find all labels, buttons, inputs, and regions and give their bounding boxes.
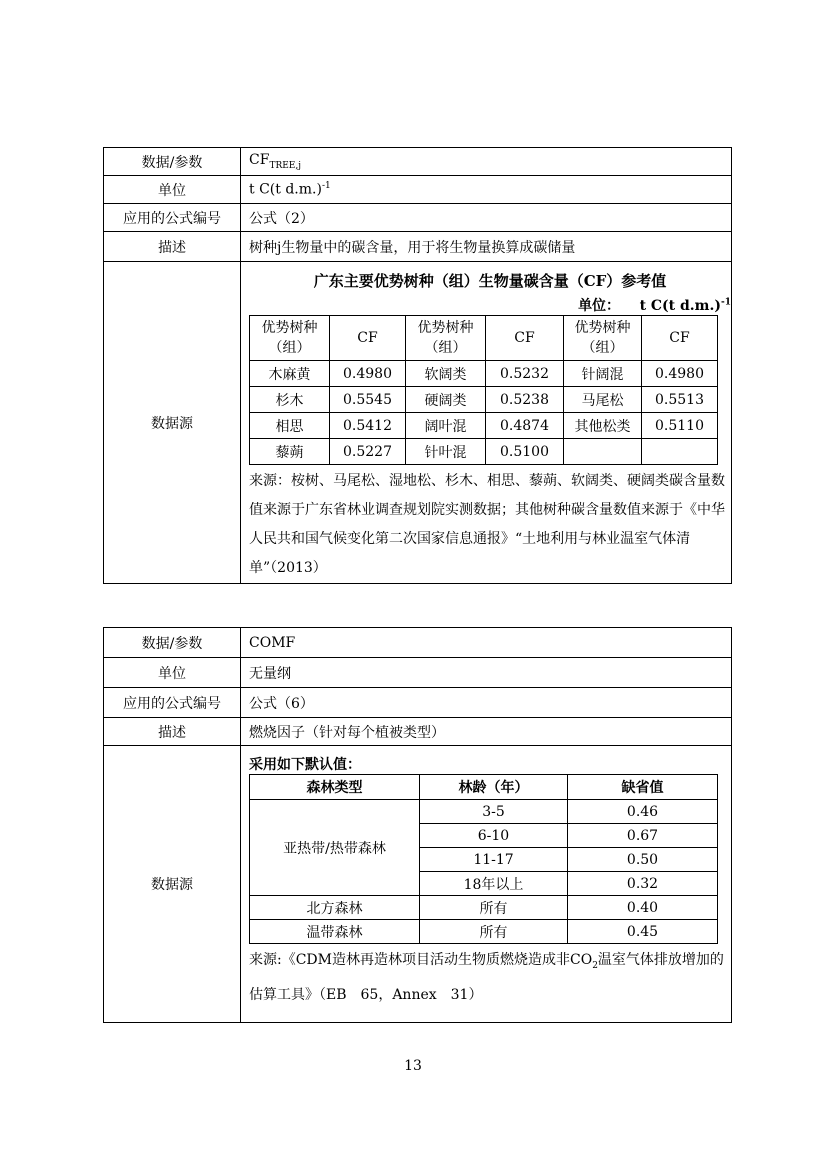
formula-value: 公式（2） (241, 204, 732, 232)
cell: 0.67 (568, 824, 718, 848)
cell: 0.4980 (330, 361, 406, 387)
cell: 0.46 (568, 800, 718, 824)
table-row (250, 920, 718, 944)
header-forest-type: 森林类型 (250, 775, 420, 800)
cell: 所有 (420, 920, 568, 944)
cell: 温带森林 (250, 920, 420, 944)
cell: 针阔混 (564, 361, 642, 387)
cell: 0.5227 (330, 439, 406, 465)
cell (564, 439, 642, 465)
header-cf: CF (486, 316, 564, 361)
comf-default-table (249, 774, 718, 944)
page-number: 13 (404, 1058, 422, 1074)
cell: 0.5110 (642, 413, 718, 439)
cell: 0.32 (568, 872, 718, 896)
cell: 0.40 (568, 896, 718, 920)
cell: 0.4874 (486, 413, 564, 439)
cell: 0.5545 (330, 387, 406, 413)
table-row (250, 361, 718, 387)
cell (642, 439, 718, 465)
cell: 11-17 (420, 848, 568, 872)
table-row (250, 439, 718, 465)
cell: 0.4980 (642, 361, 718, 387)
unit-value: 无量纲 (241, 658, 732, 688)
cell: 所有 (420, 896, 568, 920)
source-cell (241, 746, 732, 1023)
header-species: 优势树种（组） (564, 316, 642, 361)
description-label: 描述 (104, 232, 241, 262)
table-row (250, 800, 718, 824)
table-row (250, 387, 718, 413)
cell: 相思 (250, 413, 330, 439)
cell: 木麻黄 (250, 361, 330, 387)
cell: 软阔类 (406, 361, 486, 387)
table-row (250, 413, 718, 439)
header-default-value: 缺省值 (568, 775, 718, 800)
param-label: 数据/参数 (104, 628, 241, 658)
source-label: 数据源 (104, 262, 241, 584)
cell: 6-10 (420, 824, 568, 848)
cell: 18年以上 (420, 872, 568, 896)
param-label: 数据/参数 (104, 148, 241, 176)
cell: 其他松类 (564, 413, 642, 439)
comf-parameter-table (103, 627, 732, 1023)
cell: 3-5 (420, 800, 568, 824)
cell: 马尾松 (564, 387, 642, 413)
cell: 0.5513 (642, 387, 718, 413)
cf-parameter-table (103, 147, 732, 584)
source-label: 数据源 (104, 746, 241, 1023)
cf-reference-table (249, 315, 718, 465)
unit-label: 单位 (104, 176, 241, 204)
cell: 0.5238 (486, 387, 564, 413)
cell: 针叶混 (406, 439, 486, 465)
unit-value: t C(t d.m.)$^{-1}$ (241, 176, 732, 204)
cf-table-title: 广东主要优势树种（组）生物量碳含量（CF）参考值 (313, 272, 667, 290)
unit-label: 单位 (104, 658, 241, 688)
cell: 北方森林 (250, 896, 420, 920)
cell: 硬阔类 (406, 387, 486, 413)
header-stand-age: 林龄（年） (420, 775, 568, 800)
header-species: 优势树种（组） (406, 316, 486, 361)
description-value: 燃烧因子（针对每个植被类型） (241, 718, 732, 746)
header-species: 优势树种（组） (250, 316, 330, 361)
description-value: 树种j生物量中的碳含量，用于将生物量换算成碳储量 (241, 232, 732, 262)
forest-type-cell: 亚热带/热带森林 (250, 800, 420, 896)
description-label: 描述 (104, 718, 241, 746)
cell: 0.5100 (486, 439, 564, 465)
table-row (250, 896, 718, 920)
cell: 藜蒴 (250, 439, 330, 465)
cell: 杉木 (250, 387, 330, 413)
source-note: 来源:《CDM造林再造林项目活动生物质燃烧造成非$CO_2$温室气体排放增加的估算工具》（EB 65，Annex 31） (249, 952, 724, 1003)
cell: 0.50 (568, 848, 718, 872)
cell: 阔叶混 (406, 413, 486, 439)
header-cf: CF (330, 316, 406, 361)
param-value: COMF (241, 628, 732, 658)
formula-label: 应用的公式编号 (104, 204, 241, 232)
cell: 0.5412 (330, 413, 406, 439)
source-note: 来源：桉树、马尾松、湿地松、杉木、相思、藜蒴、软阔类、硬阔类碳含量数值来源于广东省林业调查规划院实测数据；其他树种碳含量数值来源于《中华人民共和国气候变化第二次国家信息通报》“土地利用与林业温室气体清单”（2013） (249, 473, 725, 576)
param-value: $CF_{TREE,j}$ (241, 148, 732, 176)
header-cf: CF (642, 316, 718, 361)
formula-label: 应用的公式编号 (104, 688, 241, 718)
cell: 0.5232 (486, 361, 564, 387)
default-title: 采用如下默认值： (249, 757, 361, 773)
cf-table-unit: 单位： t C(t d.m.)$^{-1}$ (578, 297, 731, 314)
cell: 0.45 (568, 920, 718, 944)
formula-value: 公式（6） (241, 688, 732, 718)
source-cell (241, 262, 732, 584)
